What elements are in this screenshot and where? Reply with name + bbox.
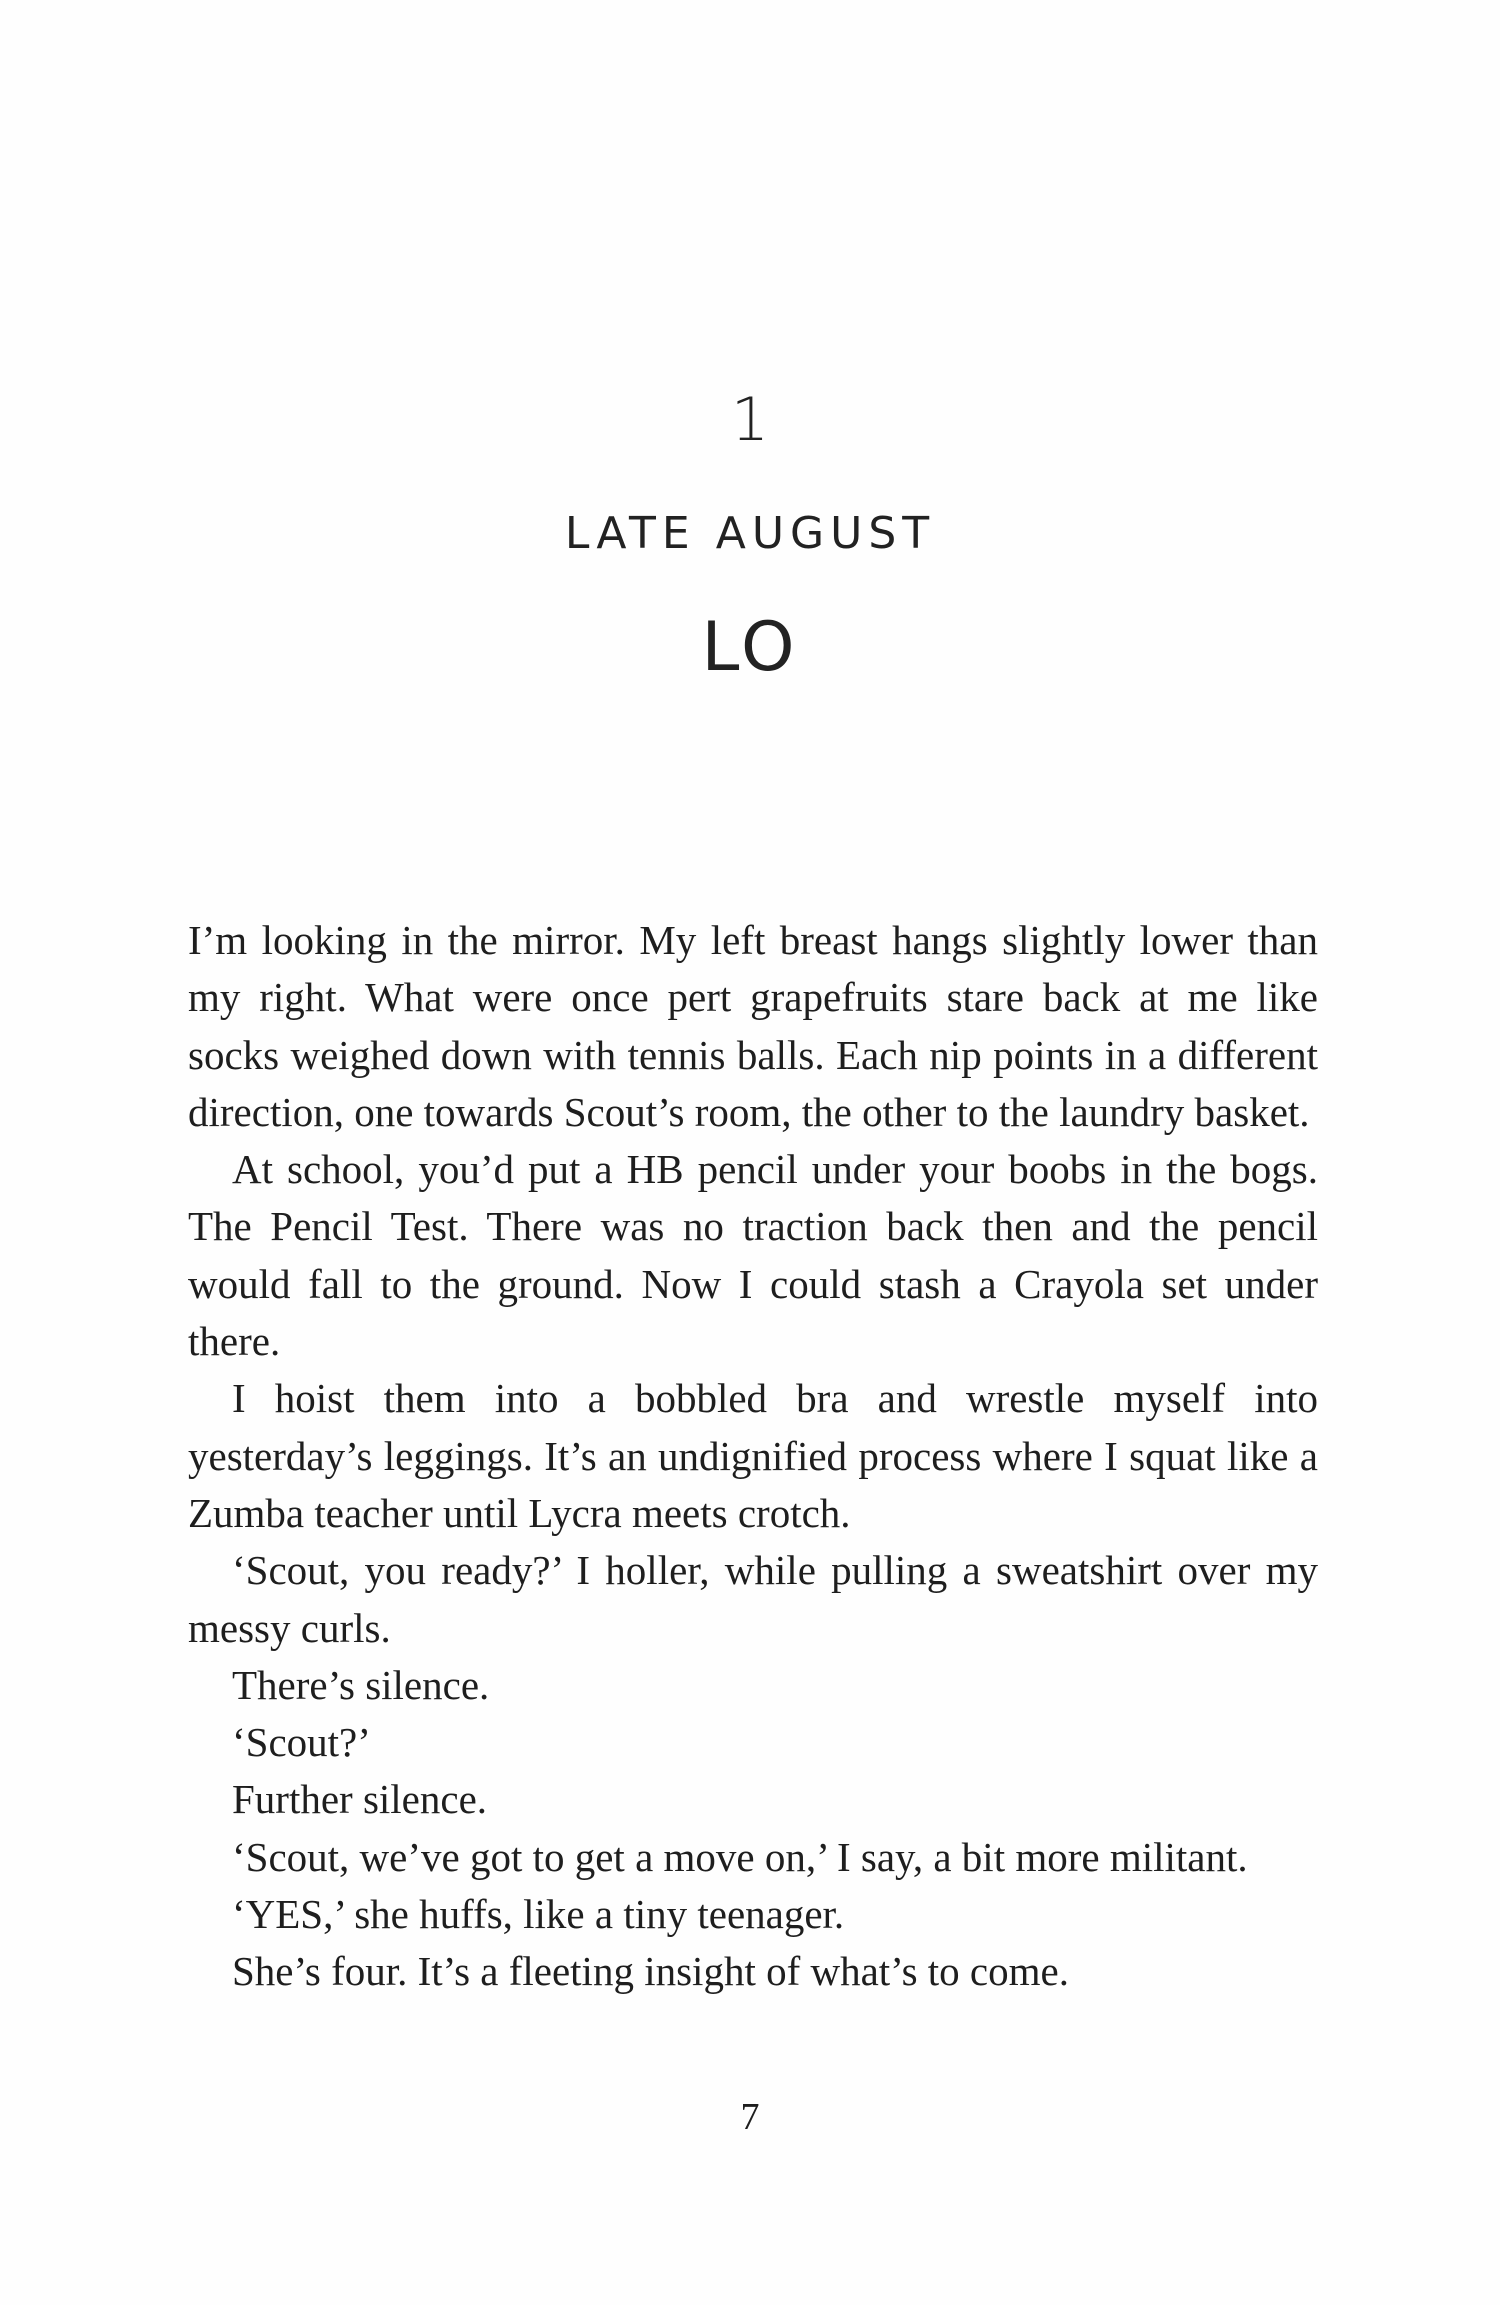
paragraph: She’s four. It’s a fleeting insight of what’s to come. [232, 1948, 1069, 1995]
page-number: 7 [740, 2096, 760, 2138]
paragraph: I hoist them into a bobbled bra and wrestle myself into yesterday’s leggings. It’s an undignified process where I squat like a Zumba teacher until Lycra meets crotch. [188, 1375, 1318, 1536]
paragraph: There’s silence. [232, 1661, 490, 1708]
paragraph: I’m looking in the mirror. My left breast hangs slightly lower than my right. What were once pert grapefruits stare back at me like socks weighed down with tennis balls. Each nip points in a different direction, one towards Scout’s room, the other to the laundry basket. [188, 917, 1318, 1135]
paragraph: ‘YES,’ she huffs, like a tiny teenager. [232, 1891, 845, 1938]
paragraph: At school, you’d put a HB pencil under your boobs in the bogs. The Pencil Test. There was no traction back then and the pencil would fall to the ground. Now I could stash a Crayola set under there. [188, 1146, 1318, 1365]
chapter-title: LATE AUGUST [564, 508, 936, 559]
chapter-number: 1 [730, 385, 770, 455]
body-text [188, 912, 1318, 2001]
paragraph: Further silence. [232, 1776, 488, 1823]
narrator-heading: LO [701, 608, 799, 687]
paragraph: ‘Scout, you ready?’ I holler, while pulling a sweatshirt over my messy curls. [188, 1547, 1318, 1651]
paragraph: ‘Scout, we’ve got to get a move on,’ I say, a bit more militant. [232, 1833, 1248, 1880]
paragraph: ‘Scout?’ [232, 1719, 371, 1766]
